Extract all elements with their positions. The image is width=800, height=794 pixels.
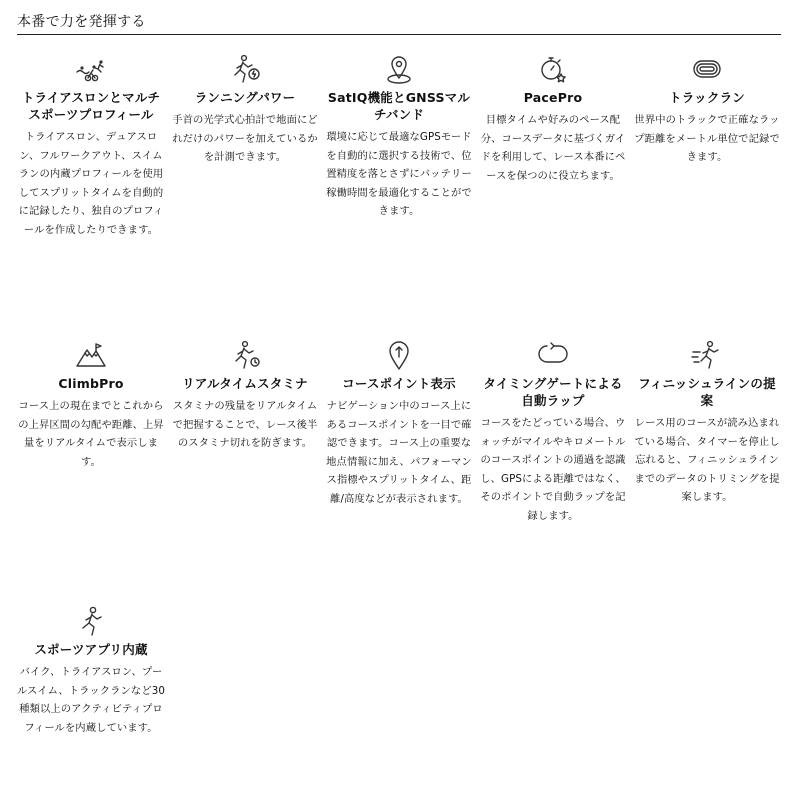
feature-description: トライアスロン、デュアスロン、フルワークアウト、スイムランの内蔵プロフィールを使用してスプリットタイムを自動的に記録したり、独自のプロフィールを作成したりできます。 <box>18 131 164 236</box>
feature-auto-lap <box>478 338 628 525</box>
location-pin-icon <box>382 52 416 86</box>
feature-description: 目標タイムや好みのペース配分、コースデータに基づくガイドを利用して、レース本番にペースを保つのに役立ちます。 <box>480 114 626 182</box>
feature-title: タイミングゲートによる自動ラップ <box>483 376 623 408</box>
running-power-icon <box>228 52 262 86</box>
feature-title: トライアスロンとマルチスポーツプロフィール <box>21 90 161 122</box>
feature-description: 世界中のトラックで正確なラップ距離をメートル単位で記録できます。 <box>634 114 780 163</box>
feature-title: SatIQ機能とGNSSマルチバンド <box>327 90 471 122</box>
feature-description: 環境に応じて最適なGPSモードを自動的に選択する技術で、位置精度を落とさずにバッテリー稼働時間を最適化することができます。 <box>326 131 472 217</box>
feature-pacepro <box>478 52 628 185</box>
triathlon-icon <box>74 52 108 86</box>
feature-description: コースをたどっている場合、ウォッチがマイルやキロメートルのコースポイントの通過を認識し、GPSによる距離ではなく、そのポイントで自動ラップを記録します。 <box>480 417 626 522</box>
feature-title: ランニングパワー <box>194 90 296 105</box>
feature-track-run <box>632 52 782 167</box>
feature-description: 手首の光学式心拍計で地面にどれだけのパワーを加えているかを計測できます。 <box>172 114 318 163</box>
feature-description: レース用のコースが読み込まれている場合、タイマーを停止し忘れると、フィニッシュラインまでのデータのトリミングを提案します。 <box>634 417 780 503</box>
feature-title: リアルタイムスタミナ <box>182 376 308 391</box>
feature-title: フィニッシュラインの提案 <box>638 376 776 408</box>
track-icon <box>690 52 724 86</box>
finish-line-icon <box>690 338 724 372</box>
course-point-icon <box>382 338 416 372</box>
feature-triathlon <box>16 52 166 239</box>
runner-stamina-icon <box>228 338 262 372</box>
running-person-icon <box>74 604 108 638</box>
feature-course-points <box>324 338 474 508</box>
feature-title: PacePro <box>523 90 583 105</box>
feature-satiq <box>324 52 474 221</box>
feature-title: スポーツアプリ内蔵 <box>34 642 148 657</box>
feature-climbpro <box>16 338 166 471</box>
feature-title: トラックラン <box>669 90 745 105</box>
feature-description: ナビゲーション中のコース上にあるコースポイントを一目で確認できます。コース上の重要な地点情報に加え、パフォーマンス指標やスプリットタイム、距離/高度などが表示されます。 <box>326 400 472 505</box>
feature-title: コースポイント表示 <box>342 376 456 391</box>
feature-sports-apps <box>16 604 166 737</box>
feature-title: ClimbPro <box>58 376 124 391</box>
feature-finish-line <box>632 338 782 507</box>
page-header <box>17 12 781 35</box>
auto-lap-icon <box>536 338 570 372</box>
feature-realtime-stamina <box>170 338 320 453</box>
feature-description: コース上の現在までとこれからの上昇区間の勾配や距離、上昇量をリアルタイムで表示します。 <box>18 400 164 468</box>
page-title: 本番で力を発揮する <box>17 14 146 30</box>
stopwatch-star-icon <box>536 52 570 86</box>
feature-description: スタミナの残量をリアルタイムで把握することで、レース後半のスタミナ切れを防ぎます。 <box>172 400 318 449</box>
feature-running-power <box>170 52 320 167</box>
feature-description: バイク、トライアスロン、プールスイム、トラックランなど30種類以上のアクティビティプロフィールを内蔵しています。 <box>16 666 166 734</box>
mountain-climb-icon <box>74 338 108 372</box>
